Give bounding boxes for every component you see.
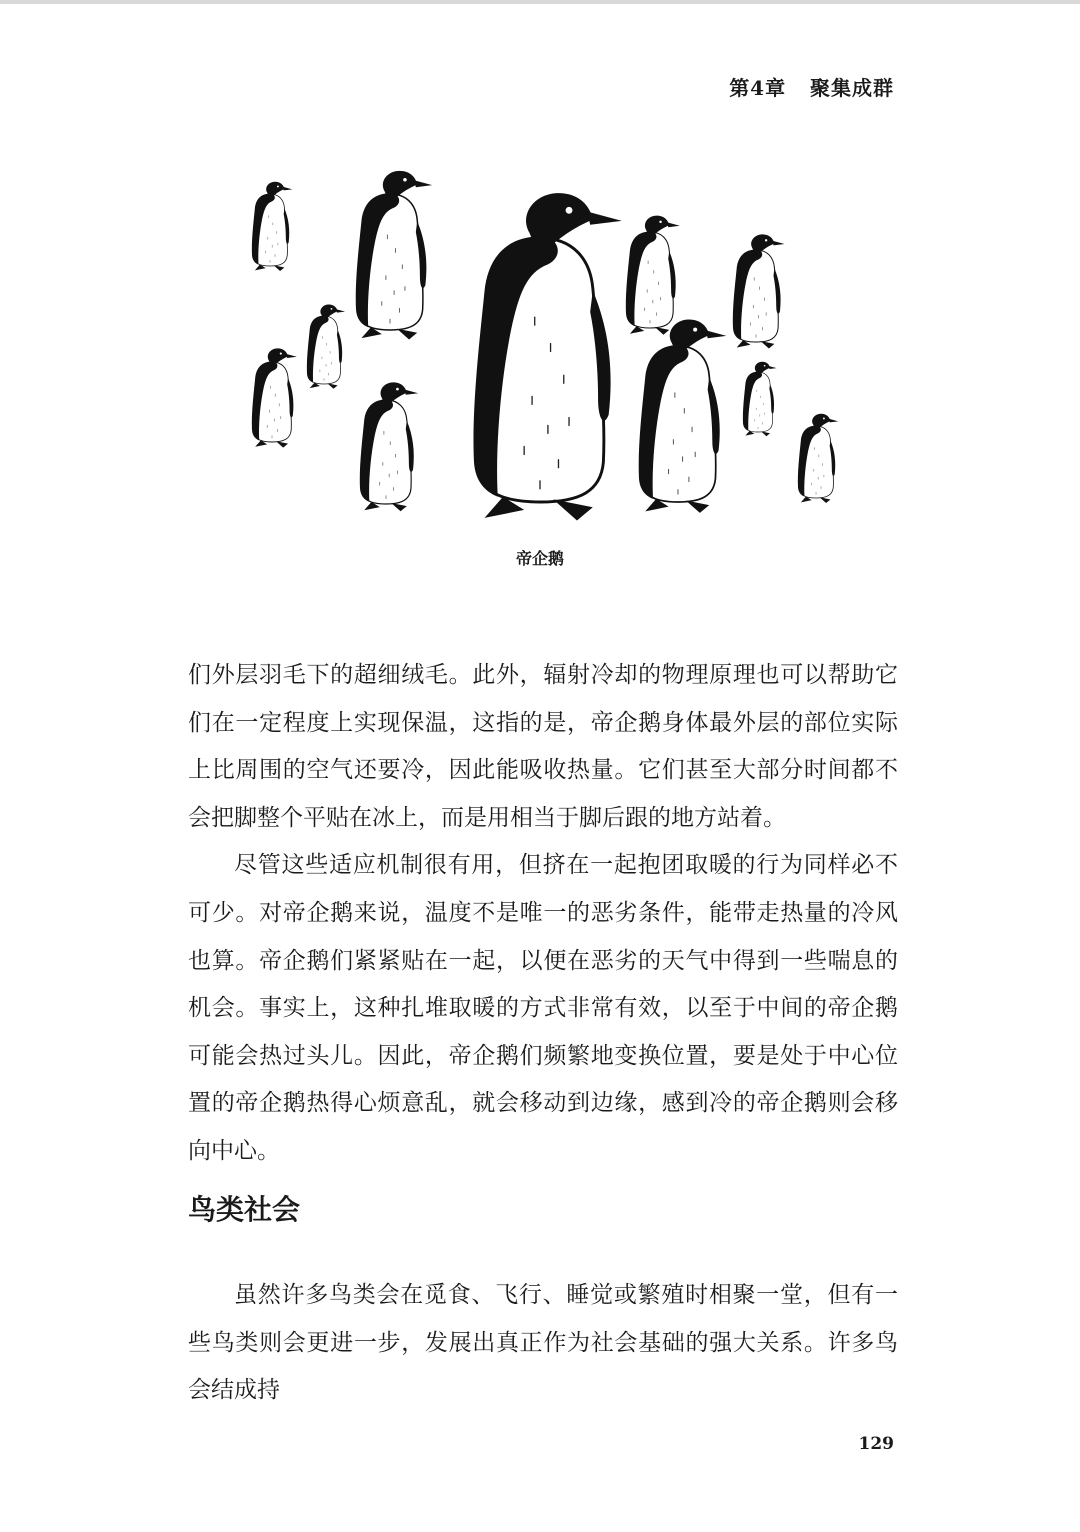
penguin-small-1: [252, 182, 292, 271]
chapter-title: 聚集成群: [810, 76, 894, 100]
chapter-number: 第4章: [729, 76, 787, 100]
paragraph: 虽然许多鸟类会在觅食、飞行、睡觉或繁殖时相聚一堂，但有一些鸟类则会更进一步，发展出真正作为社会基础的强大关系。许多鸟会结成持: [188, 1282, 898, 1404]
penguin-small-10: [798, 414, 838, 503]
penguin-small-3: [307, 304, 345, 388]
penguin-large: [473, 193, 621, 520]
page-number: 129: [858, 1434, 894, 1454]
figure-caption: 帝企鹅: [515, 549, 564, 568]
penguin-small-7: [733, 234, 785, 348]
top-border: [0, 0, 1080, 4]
body-text: [188, 652, 898, 1176]
penguin-small-2: [356, 171, 432, 340]
penguin-small-5: [360, 382, 418, 511]
penguin-illustration: [240, 170, 880, 530]
penguin-small-9: [743, 362, 777, 436]
paragraph: 尽管这些适应机制很有用，但挤在一起抱团取暖的行为同样必不可少。对帝企鹅来说，温度不是唯一的恶劣条件，能带走热量的冷风也算。帝企鹅们紧紧贴在一起，以便在恶劣的天气中得到一些喘息的机会。事实上，这种扎堆取暖的方式非常有效，以至于中间的帝企鹅可能会热过头儿。因此，帝企鹅们频繁地变换位置，要是处于中心位置的帝企鹅热得心烦意乱，就会移动到边缘，感到冷的帝企鹅则会移向中心。: [188, 852, 898, 1164]
section-heading: 鸟类社会: [188, 1193, 301, 1226]
penguin-small-8: [639, 319, 727, 512]
section-text: [188, 1272, 898, 1415]
paragraph: 们外层羽毛下的超细绒毛。此外，辐射冷却的物理原理也可以帮助它们在一定程度上实现保温，这指的是，帝企鹅身体最外层的部位实际上比周围的空气还要冷，因此能吸收热量。它们甚至大部分时间都不会把脚整个平贴在冰上，而是用相当于脚后跟的地方站着。: [188, 662, 898, 831]
running-header: [729, 72, 894, 101]
penguin-small-4: [252, 348, 297, 447]
penguin-small-6: [626, 216, 680, 335]
